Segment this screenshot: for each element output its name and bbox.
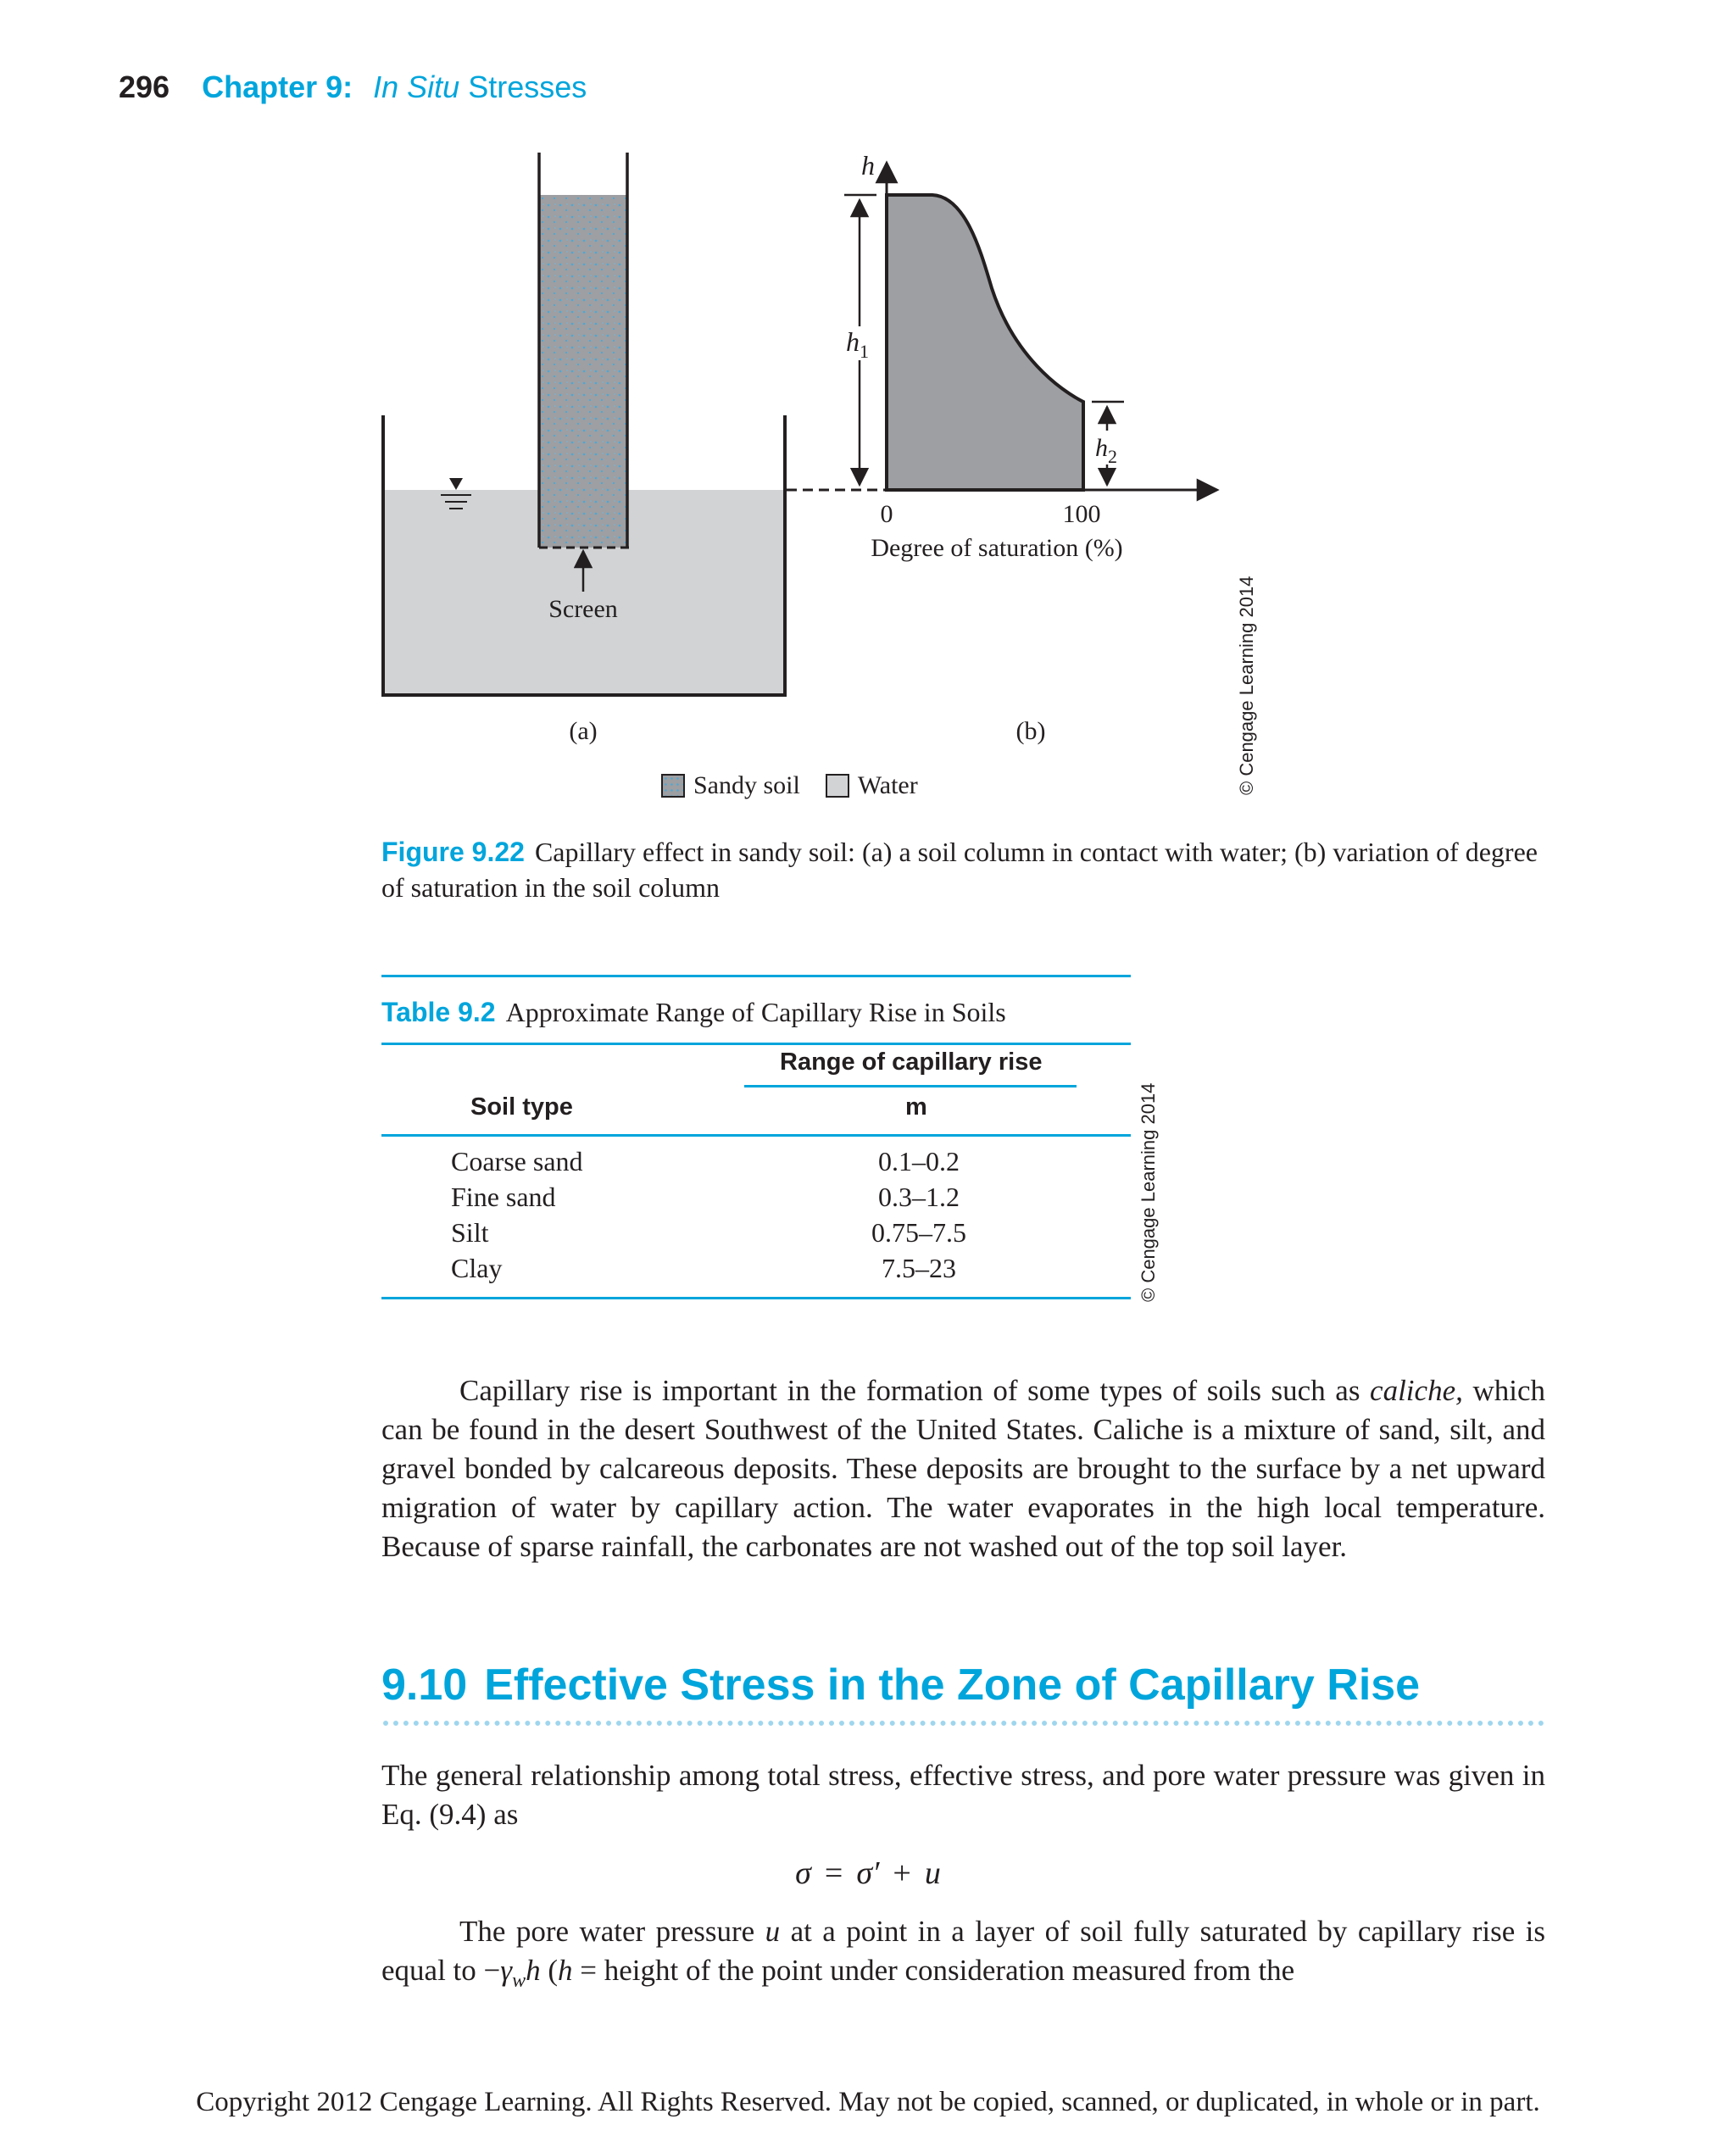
equation-term1: σ′ xyxy=(856,1855,880,1891)
panel-a-label: (a) xyxy=(569,717,598,745)
figure-capillary-effect xyxy=(0,0,1736,848)
table-cell-soil: Silt xyxy=(451,1217,489,1248)
h-axis-label: h xyxy=(861,150,875,181)
section-heading xyxy=(381,1660,1420,1710)
equation-equals: = xyxy=(824,1855,843,1891)
equation-term2: u xyxy=(924,1855,941,1891)
paragraph-text: at a point in a layer of soil fully saturated by capillary rise is equal to − xyxy=(381,1915,1546,1987)
paragraph-text: = height of the point under consideration measured from the xyxy=(572,1954,1295,1987)
table-cell-soil: Clay xyxy=(451,1253,503,1283)
saturation-curve xyxy=(887,195,1083,490)
paragraph-text: ( xyxy=(540,1954,558,1987)
table-credit: © Cengage Learning 2014 xyxy=(1138,1082,1159,1302)
legend-label-water: Water xyxy=(857,771,918,799)
symbol-gamma-sub: w xyxy=(512,1970,526,1992)
panel-b-saturation-plot xyxy=(844,150,1217,745)
symbol-h: h xyxy=(557,1954,573,1987)
paragraph-text: The pore water pressure xyxy=(459,1915,765,1948)
table-cell-soil: Coarse sand xyxy=(451,1146,583,1176)
symbol-h: h xyxy=(526,1954,541,1987)
soil-column-grains xyxy=(539,195,627,548)
paragraph-italic-term: caliche, xyxy=(1370,1374,1463,1407)
chapter-title-rest: Stresses xyxy=(468,70,587,104)
equation-plus: + xyxy=(893,1855,911,1891)
figure-caption-text: Capillary effect in sandy soil: (a) a soil column in contact with water; (b) variation of degree of saturation in the soil column xyxy=(381,837,1538,903)
table-group-rule xyxy=(744,1085,1077,1087)
table-caption-label: Table 9.2 xyxy=(381,997,496,1027)
table-top-rule xyxy=(381,975,1131,977)
table-header-unit: m xyxy=(905,1093,927,1121)
paragraph-text: Capillary rise is important in the formation of some types of soils such as xyxy=(459,1374,1371,1407)
table-header-soil-type: Soil type xyxy=(470,1093,573,1121)
table-cell-range: 7.5–23 xyxy=(882,1253,956,1283)
panel-a-tank xyxy=(383,153,785,745)
table-cell-range: 0.3–1.2 xyxy=(878,1182,960,1212)
legend-swatch-water xyxy=(826,774,849,798)
table-caption xyxy=(381,997,1006,1028)
table-bottom-rule xyxy=(381,1297,1131,1299)
screen-label: Screen xyxy=(548,595,618,623)
panel-b-label: (b) xyxy=(1015,717,1046,745)
paragraph-pore-pressure xyxy=(381,1912,1545,2000)
copyright-footer: Copyright 2012 Cengage Learning. All Rights Reserved. May not be copied, scanned, or duplicated, in whole or in part. xyxy=(196,2087,1540,2117)
paragraph-relationship: The general relationship among total stress, effective stress, and pore water pressure was given in Eq. (9.4) as xyxy=(381,1759,1545,1831)
table-header-rule xyxy=(381,1134,1131,1137)
x-tick-100: 100 xyxy=(1062,500,1101,528)
symbol-gamma: γ xyxy=(500,1954,513,1987)
equation-effective-stress xyxy=(0,1855,1736,1892)
equation-lhs: σ xyxy=(795,1855,811,1891)
section-number: 9.10 xyxy=(381,1660,468,1710)
chapter-title-italic: In Situ xyxy=(373,70,460,104)
table-caption-rule xyxy=(381,1043,1131,1045)
table-caption-text: Approximate Range of Capillary Rise in Soils xyxy=(505,997,1006,1027)
legend-label-sandy-soil: Sandy soil xyxy=(693,771,800,799)
x-tick-0: 0 xyxy=(880,500,893,528)
legend-swatch-sandy-soil xyxy=(661,774,685,798)
x-axis-title: Degree of saturation (%) xyxy=(871,534,1123,562)
figure-legend xyxy=(661,771,918,800)
paragraph-text: which can be found in the desert Southwest of the United States. Caliche is a mixture of sand, silt, and gravel bonded by calcareous deposits. These deposits are brought to the surface by a net upward migration of water by capillary action. The water evaporates in the high local temperature. Because of sparse rainfall, the carbonates are not washed out of the top soil layer. xyxy=(381,1374,1545,1563)
h1-label: $h_1$ xyxy=(846,326,869,362)
table-cell-range: 0.1–0.2 xyxy=(878,1146,960,1176)
table-cell-range: 0.75–7.5 xyxy=(871,1217,966,1248)
section-title: Effective Stress in the Zone of Capillary Rise xyxy=(484,1660,1421,1710)
h2-label: $h_2$ xyxy=(1095,434,1117,467)
page-number: 296 xyxy=(119,70,170,104)
paragraph-caliche xyxy=(381,1371,1545,1566)
chapter-label: Chapter 9: xyxy=(202,70,353,104)
table-cell-soil: Fine sand xyxy=(451,1182,556,1212)
figure-caption xyxy=(381,834,1551,905)
table-group-header: Range of capillary rise xyxy=(780,1048,1043,1076)
figure-caption-label: Figure 9.22 xyxy=(381,837,525,867)
section-dotted-rule xyxy=(383,1721,1544,1726)
symbol-u: u xyxy=(765,1915,781,1948)
figure-credit: © Cengage Learning 2014 xyxy=(1236,576,1257,795)
